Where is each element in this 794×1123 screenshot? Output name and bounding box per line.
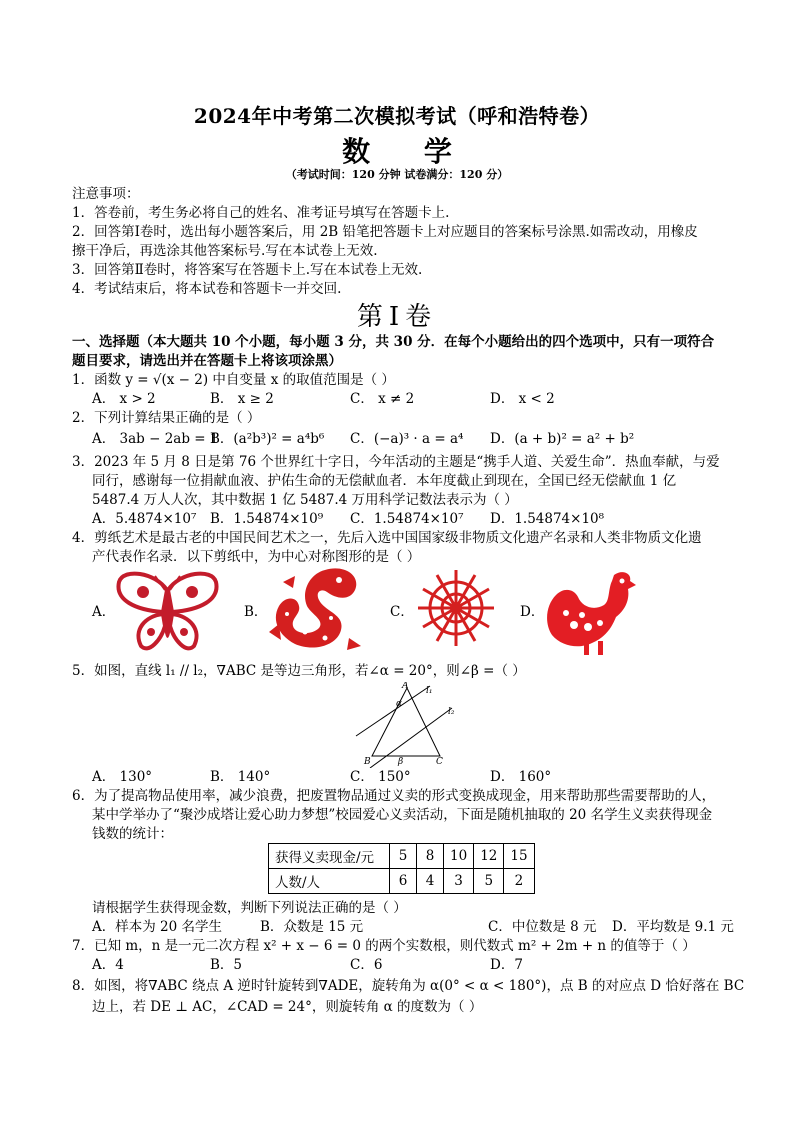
question-3-line: 同行，感谢每一位捐献血液、护佑生命的无偿献血者．本年度截止到现在，全国已经无偿献血 1 亿	[92, 473, 677, 489]
snowflake-papercut-image[interactable]	[414, 566, 498, 650]
notice-item: 3．回答第Ⅱ卷时，将答案写在答题卡上.写在本试卷上无效.	[72, 262, 423, 278]
table-cell: 2	[504, 869, 534, 894]
exam-title: 2024年中考第二次模拟考试（呼和浩特卷）	[193, 104, 601, 128]
table-cell: 15	[504, 844, 534, 869]
q4-label-a[interactable]: A．	[92, 604, 116, 620]
vertex-a-label: A	[402, 682, 409, 691]
q2-option-a[interactable]: A． 3ab − 2ab = 1	[92, 431, 219, 447]
question-6-line: 6．为了提高物品使用率，减少浪费，把废置物品通过义卖的形式变换成现金，用来帮助那些需要帮助的人，	[72, 788, 716, 804]
question-8-line: 8．如图，将∇ABC 绕点 A 逆时针旋转到∇ADE，旋转角为 α(0° < α < 180°)，点 B 的对应点 D 恰好落在 BC	[72, 978, 745, 994]
q2-option-c[interactable]: C．(−a)³ · a = a⁴	[350, 431, 464, 447]
question-6-line: 钱数的统计：	[92, 826, 173, 842]
butterfly-papercut-image[interactable]	[115, 570, 220, 655]
q3-option-c[interactable]: C．1.54874×10⁷	[350, 511, 464, 527]
question-6-line: 请根据学生获得现金数，判断下列说法正确的是（ ）	[92, 900, 407, 916]
q6-option-c[interactable]: C．中位数是 8 元	[488, 919, 597, 935]
notice-item: 擦干净后，再选涂其他答案标号.写在本试卷上无效.	[72, 243, 378, 259]
table-cell: 3	[444, 869, 474, 894]
question-1-stem: 1．函数 y = √(x − 2) 中自变量 x 的取值范围是（ ）	[72, 372, 395, 388]
q3-option-a[interactable]: A．5.4874×10⁷	[92, 511, 197, 527]
question-7-stem: 7．已知 m，n 是一元二次方程 x² + x − 6 = 0 的两个实数根，则代数式 m² + 2m + n 的值等于（ ）	[72, 938, 696, 954]
q4-label-d[interactable]: D．	[520, 604, 545, 620]
q1-option-d[interactable]: D． x < 2	[490, 391, 555, 407]
exam-info: （考试时间：120 分钟 试卷满分：120 分）	[285, 168, 509, 181]
q1-option-a[interactable]: A． x > 2	[92, 391, 156, 407]
dragon-papercut-image[interactable]	[265, 562, 365, 657]
table-cell: 5	[390, 844, 417, 869]
table-cell: 获得义卖现金/元	[269, 844, 390, 869]
angle-beta-label: β	[398, 757, 404, 767]
question-4-line: 产代表作名录．以下剪纸中，为中心对称图形的是（ ）	[92, 549, 421, 565]
notice-heading: 注意事项：	[72, 186, 140, 202]
q5-option-b[interactable]: B． 140°	[210, 769, 271, 785]
question-8-line: 边上，若 DE ⊥ AC，∠CAD = 24°，则旋转角 α 的度数为（ ）	[92, 999, 483, 1015]
notice-item: 1．答卷前，考生务必将自己的姓名、准考证号填写在答题卡上.	[72, 205, 450, 221]
q7-option-c[interactable]: C．6	[350, 957, 383, 973]
q2-option-b[interactable]: B．(a²b³)² = a⁴b⁶	[210, 431, 325, 447]
table-row	[269, 844, 535, 869]
table-cell: 10	[444, 844, 474, 869]
line-l2-label: l₂	[448, 707, 455, 717]
question-2-stem: 2．下列计算结果正确的是（ ）	[72, 410, 261, 426]
notice-item: 4．考试结束后，将本试卷和答题卡一并交回.	[72, 281, 342, 297]
q7-option-d[interactable]: D．7	[490, 957, 523, 973]
q6-option-d[interactable]: D．平均数是 9.1 元	[612, 919, 734, 935]
q1-option-c[interactable]: C． x ≠ 2	[350, 391, 415, 407]
rooster-papercut-image[interactable]	[544, 567, 639, 657]
angle-alpha-label: α	[396, 699, 403, 709]
q5-option-a[interactable]: A． 130°	[92, 769, 153, 785]
q2-option-d[interactable]: D．(a + b)² = a² + b²	[490, 431, 635, 447]
subject-title: 数 学	[342, 135, 474, 168]
q3-option-d[interactable]: D．1.54874×10⁸	[490, 511, 605, 527]
q3-option-b[interactable]: B．1.54874×10⁹	[210, 511, 324, 527]
q4-label-b[interactable]: B．	[244, 604, 268, 620]
question-3-line: 3．2023 年 5 月 8 日是第 76 个世界红十字日，今年活动的主题是“携手人道、关爱生命”．热血奉献，与爱	[72, 454, 720, 470]
question-4-line: 4．剪纸艺术是最古老的中国民间艺术之一，先后入选中国国家级非物质文化遗产名录和人类非物质文化遗	[72, 530, 702, 546]
line-l1-label: l₁	[426, 686, 433, 696]
table-cell: 4	[417, 869, 444, 894]
q5-option-c[interactable]: C． 150°	[350, 769, 411, 785]
q4-label-c[interactable]: C．	[390, 604, 414, 620]
triangle-parallel-lines-figure	[352, 682, 462, 768]
section-heading: 一、选择题（本大题共 10 个小题，每小题 3 分，共 30 分．在每个小题给出的四个选项中，只有一项符合	[72, 334, 715, 350]
table-cell: 12	[474, 844, 504, 869]
notice-item: 2．回答第Ⅰ卷时，选出每小题答案后，用 2B 铅笔把答题卡上对应题目的答案标号涂黑.如需改动，用橡皮	[72, 224, 698, 240]
q6-option-b[interactable]: B．众数是 15 元	[260, 919, 364, 935]
table-cell: 8	[417, 844, 444, 869]
question-3-line: 5487.4 万人人次，其中数据 1 亿 5487.4 万用科学记数法表示为（ ）	[92, 492, 518, 508]
q7-option-b[interactable]: B．5	[210, 957, 243, 973]
section-heading-cont: 题目要求，请选出并在答题卡上将该项涂黑）	[72, 353, 342, 369]
q6-option-a[interactable]: A．样本为 20 名学生	[92, 919, 223, 935]
table-cell: 5	[474, 869, 504, 894]
cash-count-table	[268, 843, 535, 894]
q1-option-b[interactable]: B． x ≥ 2	[210, 391, 274, 407]
table-row	[269, 869, 535, 894]
vertex-b-label: B	[364, 757, 371, 767]
q7-option-a[interactable]: A．4	[92, 957, 124, 973]
table-cell: 6	[390, 869, 417, 894]
volume-title: 第Ⅰ卷	[356, 302, 438, 332]
vertex-c-label: C	[436, 757, 443, 767]
q5-option-d[interactable]: D． 160°	[490, 769, 552, 785]
question-6-line: 某中学举办了“聚沙成塔让爱心助力梦想”校园爱心义卖活动，下面是随机抽取的 20 名学生义卖获得现金	[92, 807, 713, 823]
question-5-stem: 5．如图，直线 l₁ // l₂，∇ABC 是等边三角形，若∠α = 20°，则∠β =（ ）	[72, 663, 526, 679]
table-cell: 人数/人	[269, 869, 390, 894]
